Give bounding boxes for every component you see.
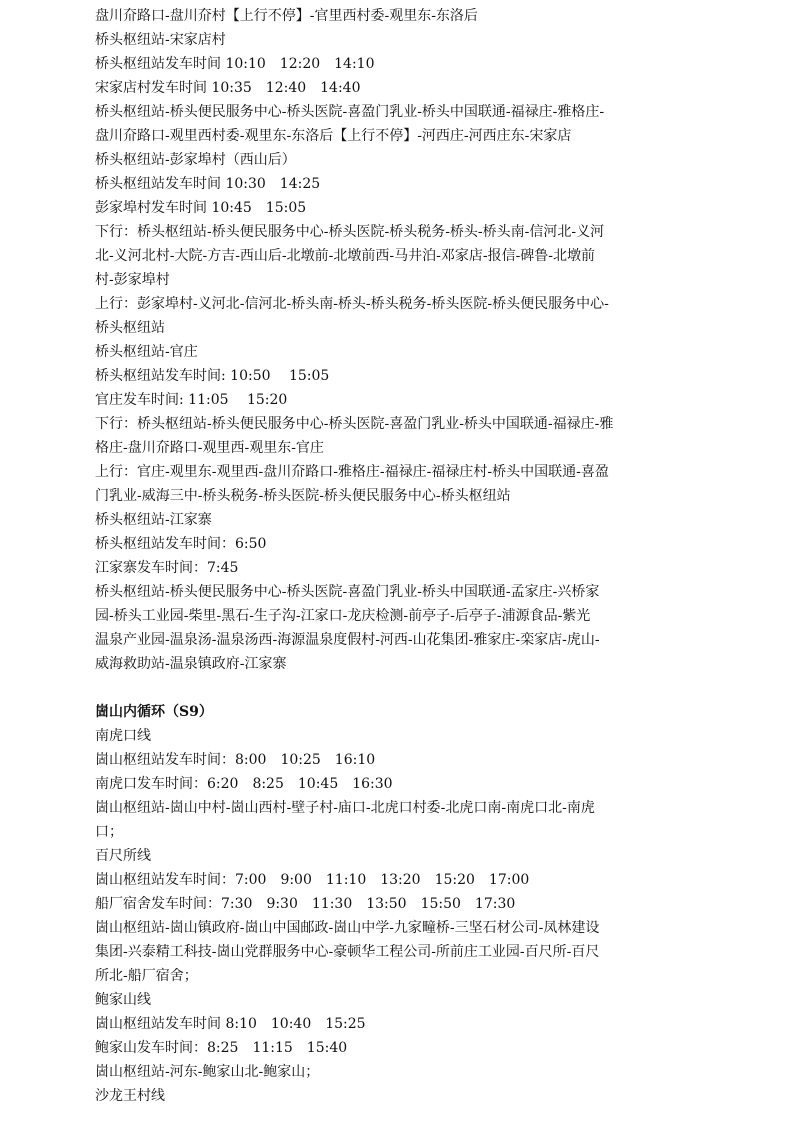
route-stops: 崮山枢纽站-崮山中村-崮山西村-壁子村-庙口-北虎口村委-北虎口南-南虎口北-南虎 — [95, 800, 595, 816]
departure-times: 鲍家山发车时间：8:25 11:15 15:40 — [95, 1040, 348, 1056]
route-stops: 桥头枢纽站-桥头便民服务中心-桥头医院-喜盈门乳业-桥头中国联通-福禄庄-雅格庄- — [95, 104, 605, 120]
route-stops: 崮山枢纽站-崮山镇政府-崮山中国邮政-崮山中学-九家疃桥-三坚石材公司-凤林建设 — [95, 920, 600, 936]
route-stops: 崮山枢纽站-河东-鲍家山北-鲍家山； — [95, 1064, 320, 1080]
route-stops: 下行：桥头枢纽站-桥头便民服务中心-桥头医院-桥头税务-桥头-桥头南-信河北-义河 — [95, 224, 605, 240]
route-stops: 集团-兴泰精工科技-崮山党群服务中心-豪顿华工程公司-所前庄工业园-百尺所-百尺 — [95, 944, 600, 960]
route-stops: 所北-船厂宿舍； — [95, 968, 198, 984]
route-title: 桥头枢纽站-江家寨 — [95, 512, 212, 528]
route-stops: 村-彭家埠村 — [95, 272, 170, 288]
departure-times: 桥头枢纽站发车时间: 10:50 15:05 — [95, 368, 330, 384]
route-stops: 盘川夼路口-观里西村委-观里东-东洛后【上行不停】-河西庄-河西庄东-宋家店 — [95, 128, 572, 144]
route-stops: 下行：桥头枢纽站-桥头便民服务中心-桥头医院-喜盈门乳业-桥头中国联通-福禄庄-雅 — [95, 416, 614, 432]
departure-times: 桥头枢纽站发车时间 10:10 12:20 14:10 — [95, 56, 375, 72]
departure-times: 桥头枢纽站发车时间 10:30 14:25 — [95, 176, 321, 192]
route-stops: 威海救助站-温泉镇政府-江家寨 — [95, 656, 287, 672]
route-title: 桥头枢纽站-彭家埠村（西山后） — [95, 152, 296, 168]
route-stops: 上行：彭家埠村-义河北-信河北-桥头南-桥头-桥头税务-桥头医院-桥头便民服务中心- — [95, 296, 609, 312]
departure-times: 官庄发车时间: 11:05 15:20 — [95, 392, 288, 408]
route-block-section — [95, 724, 715, 1108]
route-title: 桥头枢纽站-宋家店村 — [95, 32, 226, 48]
departure-times: 彭家埠村发车时间 10:45 15:05 — [95, 200, 307, 216]
route-stops: 上行：官庄-观里东-观里西-盘川夼路口-雅格庄-福禄庄-福禄庄村-桥头中国联通-喜盈 — [95, 464, 609, 480]
departure-times: 崮山枢纽站发车时间：7:00 9:00 11:10 13:20 15:20 17:00 — [95, 872, 530, 888]
text-line: 盘川夼路口-盘川夼村【上行不停】-官里西村委-观里东-东洛后 — [95, 8, 478, 24]
departure-times: 崮山枢纽站发车时间：8:00 10:25 16:10 — [95, 752, 376, 768]
document-page — [95, 4, 715, 1108]
route-block-top — [95, 4, 715, 676]
departure-times: 船厂宿舍发车时间：7:30 9:30 11:30 13:50 15:50 17:30 — [95, 896, 516, 912]
departure-times: 宋家店村发车时间 10:35 12:40 14:40 — [95, 80, 361, 96]
route-stops: 口； — [95, 824, 123, 840]
departure-times: 崮山枢纽站发车时间 8:10 10:40 15:25 — [95, 1016, 366, 1032]
route-stops: 桥头枢纽站-桥头便民服务中心-桥头医院-喜盈门乳业-桥头中国联通-孟家庄-兴桥家 — [95, 584, 600, 600]
route-stops: 园-桥头工业园-柴里-黑石-生子沟-江家口-龙庆检测-前亭子-后亭子-浦源食品-紫光 — [95, 608, 591, 624]
route-title: 南虎口线 — [95, 728, 151, 744]
departure-times: 桥头枢纽站发车时间：6:50 — [95, 536, 267, 552]
route-title: 沙龙王村线 — [95, 1088, 165, 1104]
route-stops: 门乳业-威海三中-桥头税务-桥头医院-桥头便民服务中心-桥头枢纽站 — [95, 488, 511, 504]
route-title: 鲍家山线 — [95, 992, 151, 1008]
route-title: 桥头枢纽站-官庄 — [95, 344, 198, 360]
section-heading: 崮山内循环（S9） — [95, 704, 213, 720]
route-stops: 北-义河北村-大院-方吉-西山后-北墩前-北墩前西-马井泊-邓家店-报信-碑鲁-北墩前 — [95, 248, 596, 264]
route-stops: 桥头枢纽站 — [95, 320, 165, 336]
departure-times: 江家寨发车时间：7:45 — [95, 560, 239, 576]
route-stops: 温泉产业园-温泉汤-温泉汤西-海源温泉度假村-河西-山花集团-雅家庄-栾家店-虎山- — [95, 632, 600, 648]
blank-line — [95, 676, 715, 700]
departure-times: 南虎口发车时间：6:20 8:25 10:45 16:30 — [95, 776, 393, 792]
route-title: 百尺所线 — [95, 848, 151, 864]
route-stops: 格庄-盘川夼路口-观里西-观里东-官庄 — [95, 440, 324, 456]
